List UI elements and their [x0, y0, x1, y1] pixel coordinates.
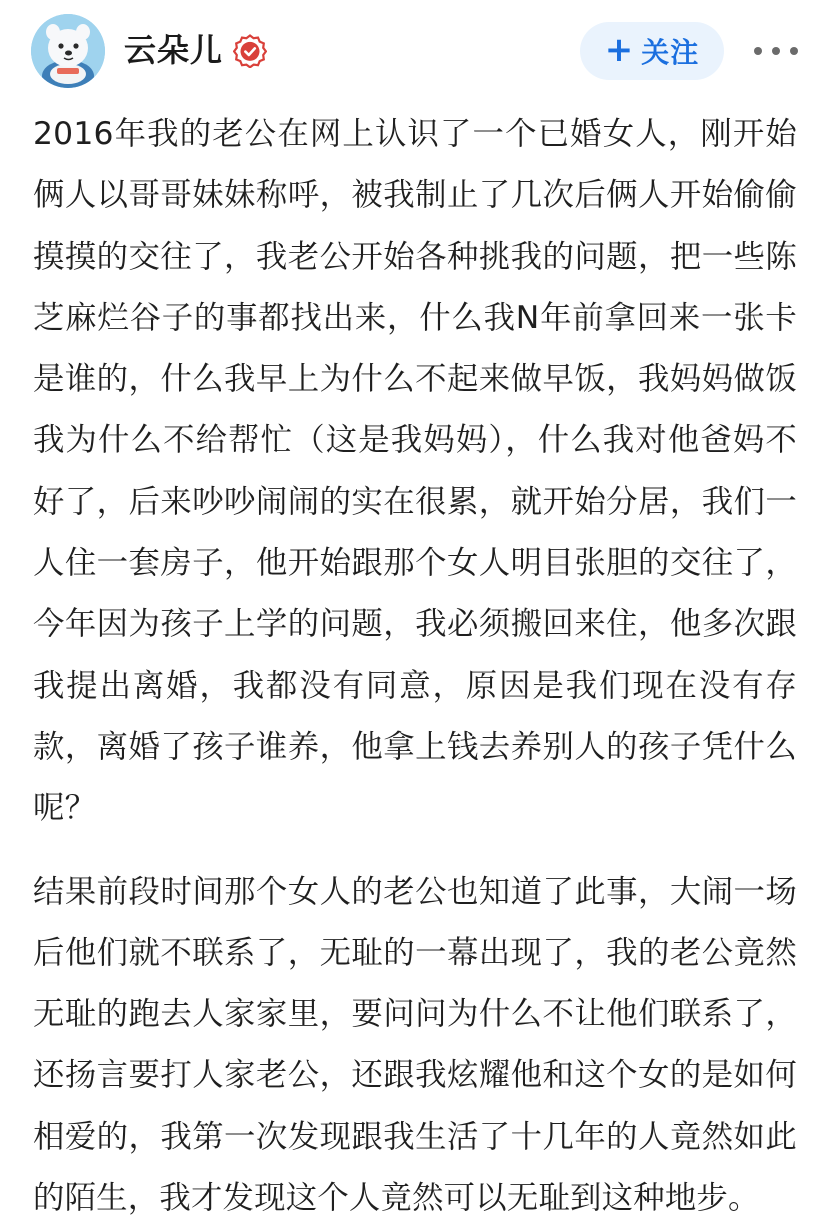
- more-dot: [754, 47, 762, 55]
- post-header: [0, 0, 828, 100]
- avatar-image: [31, 14, 105, 88]
- post-paragraph-1: 2016年我的老公在网上认识了一个已婚女人，刚开始俩人以哥哥妹妹称呼，被我制止了几次后俩人开始偷偷摸摸的交往了，我老公开始各种挑我的问题，把一些陈芝麻烂谷子的事都找出来，什么我N年前拿回来一张卡是谁的，什么我早上为什么不起来做早饭，我妈妈做饭我为什么不给帮忙（这是我妈妈），什么我对他爸妈不好了，后来吵吵闹闹的实在很累，就开始分居，我们一人住一套房子，他开始跟那个女人明目张胆的交往了，今年因为孩子上学的问题，我必须搬回来住，他多次跟我提出离婚，我都没有同意，原因是我们现在没有存款，离婚了孩子谁养，他拿上钱去养别人的孩子凭什么呢？: [33, 116, 797, 827]
- avatar[interactable]: [31, 14, 105, 88]
- post-paragraph-2: 结果前段时间那个女人的老公也知道了此事，大闹一场后他们就不联系了，无耻的一幕出现了，我的老公竟然无耻的跑去人家家里，要问问为什么不让他们联系了，还扬言要打人家老公，还跟我炫耀他和这个女的是如何相爱的，我第一次发现跟我生活了十几年的人竟然如此的陌生，我才发现这个人竟然可以无耻到这种地步。: [33, 873, 797, 1217]
- follow-button[interactable]: [580, 22, 724, 80]
- verified-badge-icon: [233, 34, 267, 68]
- follow-button-label: 关注: [641, 36, 700, 69]
- more-dot: [772, 47, 780, 55]
- post-body: [33, 104, 797, 1224]
- plus-icon: +: [604, 29, 634, 70]
- more-dots-icon[interactable]: [754, 37, 798, 65]
- more-dot: [790, 47, 798, 55]
- username[interactable]: 云朵儿: [124, 31, 224, 69]
